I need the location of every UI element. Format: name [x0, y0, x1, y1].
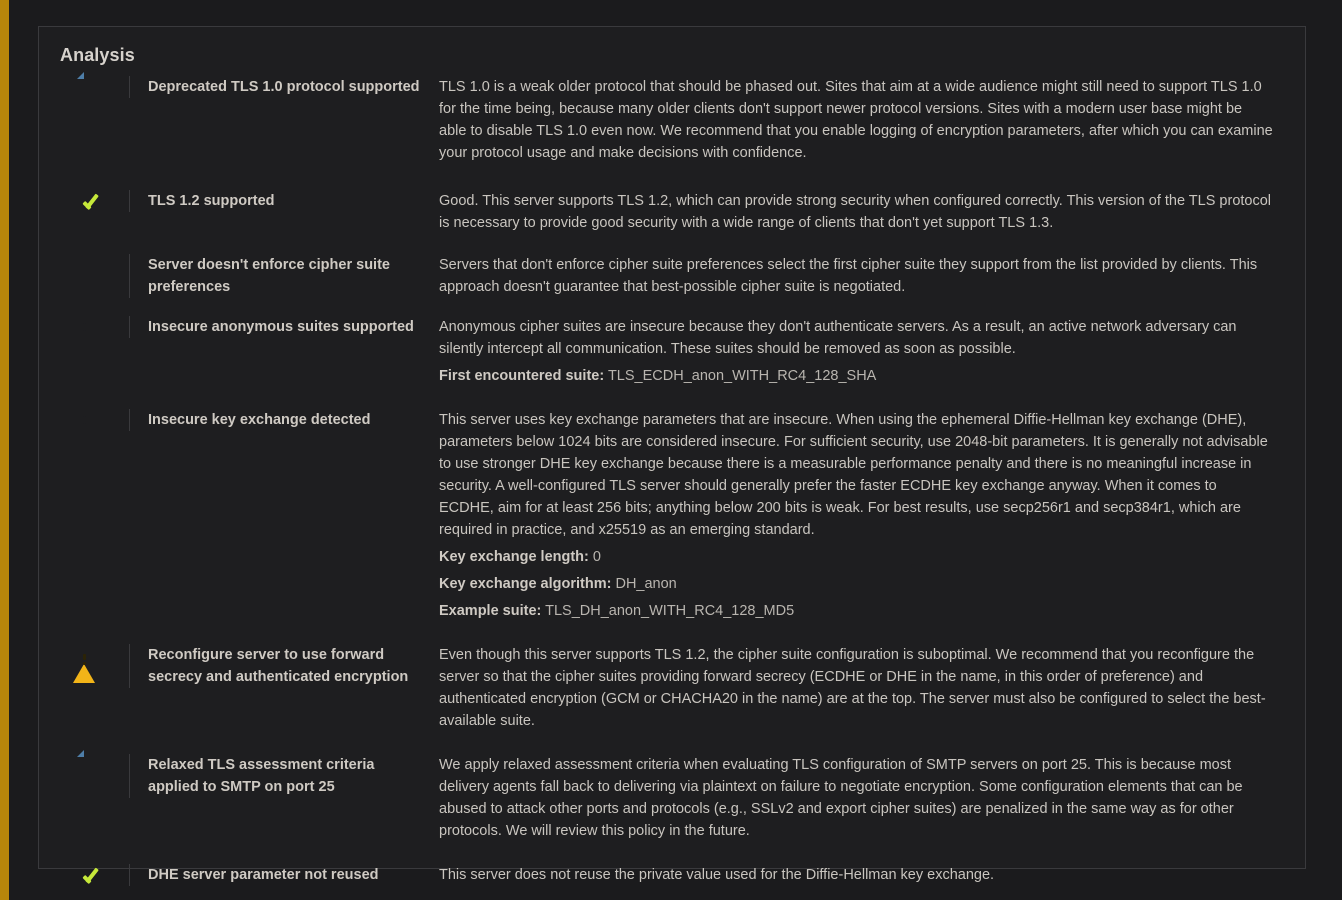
finding-icon-cell: [39, 190, 129, 193]
finding-description-cell: [439, 864, 1281, 886]
finding-detail: [439, 546, 1273, 568]
finding-detail: [439, 365, 1273, 387]
finding-title: Insecure key exchange detected: [129, 409, 439, 431]
finding-icon-cell: [39, 316, 129, 319]
finding-description: Anonymous cipher suites are insecure because they don't authenticate servers. As a result, an active network adversary can silently intercept all communication. These suites should be removed as soon as possible.: [439, 319, 1237, 357]
finding-detail-key: Key exchange length:: [439, 549, 589, 565]
finding-description: This server does not reuse the private value used for the Diffie-Hellman key exchange.: [439, 867, 995, 883]
analysis-finding-row: [39, 409, 1305, 622]
finding-description-cell: [439, 76, 1281, 164]
finding-title: Insecure anonymous suites supported: [129, 316, 439, 338]
panel-title: Analysis: [60, 45, 135, 65]
finding-description: Even though this server supports TLS 1.2, the cipher suite configuration is suboptimal. We recommend that you reconfigure the server so that the cipher suites providing forward secrecy (ECDHE or DHE in the name, in this order of preference) and authenticated encryption (GCM or CHACHA20 in the name) are at the top. The server must also be configured to select the best-available suite.: [439, 647, 1266, 729]
finding-description-cell: [439, 190, 1281, 234]
finding-icon-cell: [39, 754, 129, 757]
analysis-finding-row: [39, 316, 1305, 387]
finding-title: Deprecated TLS 1.0 protocol supported: [129, 76, 439, 98]
finding-detail: [439, 600, 1273, 622]
finding-icon-cell: [39, 864, 129, 867]
finding-detail-value: TLS_ECDH_anon_WITH_RC4_128_SHA: [607, 368, 877, 384]
finding-detail-value: 0: [592, 549, 601, 565]
analysis-findings-list: [39, 76, 1305, 886]
finding-description: This server uses key exchange parameters that are insecure. When using the ephemeral Diffie-Hellman key exchange (DHE), parameters below 1024 bits are considered insecure. For sufficient security, use 2048-bit parameters. It is generally not advisable to use stronger DHE key exchange because there is a measurable performance penalty and there is no meaningful increase in security. A well-configured TLS server should generally prefer the faster ECDHE key exchange anyway. When it comes to ECDHE, aim for at least 256 bits; anything below 200 bits is weak. For best results, use secp256r1 and secp384r1, which are required in practice, and x25519 as an emerging standard.: [439, 412, 1268, 538]
analysis-finding-row: [39, 864, 1305, 886]
finding-description-cell: [439, 754, 1281, 842]
analysis-finding-row: [39, 190, 1305, 234]
warning-icon: [73, 647, 95, 665]
finding-icon-cell: [39, 76, 129, 79]
finding-description-cell: [439, 644, 1281, 732]
finding-detail-key: First encountered suite:: [439, 368, 605, 384]
analysis-finding-row: [39, 254, 1305, 298]
finding-description: We apply relaxed assessment criteria when evaluating TLS configuration of SMTP servers on port 25. This is because most delivery agents fall back to delivering via plaintext on failure to negotiate encryption. Some configuration elements that can be abused to attack other ports and protocols (e.g., SSLv2 and export cipher suites) are penalized in the same way as for other protocols. We will review this policy in the future.: [439, 757, 1243, 839]
finding-detail: [439, 573, 1273, 595]
finding-description: TLS 1.0 is a weak older protocol that should be phased out. Sites that aim at a wide audience might still need to support TLS 1.0 for the time being, because many older clients don't support newer protocol versions. Sites with a modern user base might be able to disable TLS 1.0 even now. We recommend that you enable logging of encryption parameters, after which you can examine your protocol usage and make decisions with confidence.: [439, 79, 1273, 161]
finding-detail-value: DH_anon: [615, 576, 677, 592]
finding-description: Servers that don't enforce cipher suite preferences select the first cipher suite they support from the list provided by clients. This approach doesn't guarantee that best-possible cipher suite is negotiated.: [439, 257, 1258, 295]
finding-description-cell: [439, 409, 1281, 622]
analysis-finding-row: [39, 76, 1305, 164]
finding-title: Reconfigure server to use forward secrecy and authenticated encryption: [129, 644, 439, 688]
finding-icon-cell: [39, 254, 129, 257]
analysis-finding-row: [39, 644, 1305, 732]
finding-description-cell: [439, 254, 1281, 298]
finding-title: TLS 1.2 supported: [129, 190, 439, 212]
finding-description: Good. This server supports TLS 1.2, which can provide strong security when configured correctly. This version of the TLS protocol is necessary to provide good security with a wide range of clients that don't yet support TLS 1.3.: [439, 193, 1272, 231]
finding-icon-cell: [39, 644, 129, 665]
left-accent-stripe: [0, 0, 9, 900]
finding-detail-value: TLS_DH_anon_WITH_RC4_128_MD5: [545, 603, 795, 619]
analysis-finding-row: [39, 754, 1305, 842]
finding-detail-key: Example suite:: [439, 603, 542, 619]
top-spacer: [9, 0, 1342, 9]
finding-title: Server doesn't enforce cipher suite preferences: [129, 254, 439, 298]
finding-icon-cell: [39, 409, 129, 412]
finding-detail-key: Key exchange algorithm:: [439, 576, 612, 592]
finding-title: DHE server parameter not reused: [129, 864, 439, 886]
finding-description-cell: [439, 316, 1281, 387]
finding-title: Relaxed TLS assessment criteria applied to SMTP on port 25: [129, 754, 439, 798]
analysis-panel: [38, 26, 1306, 883]
